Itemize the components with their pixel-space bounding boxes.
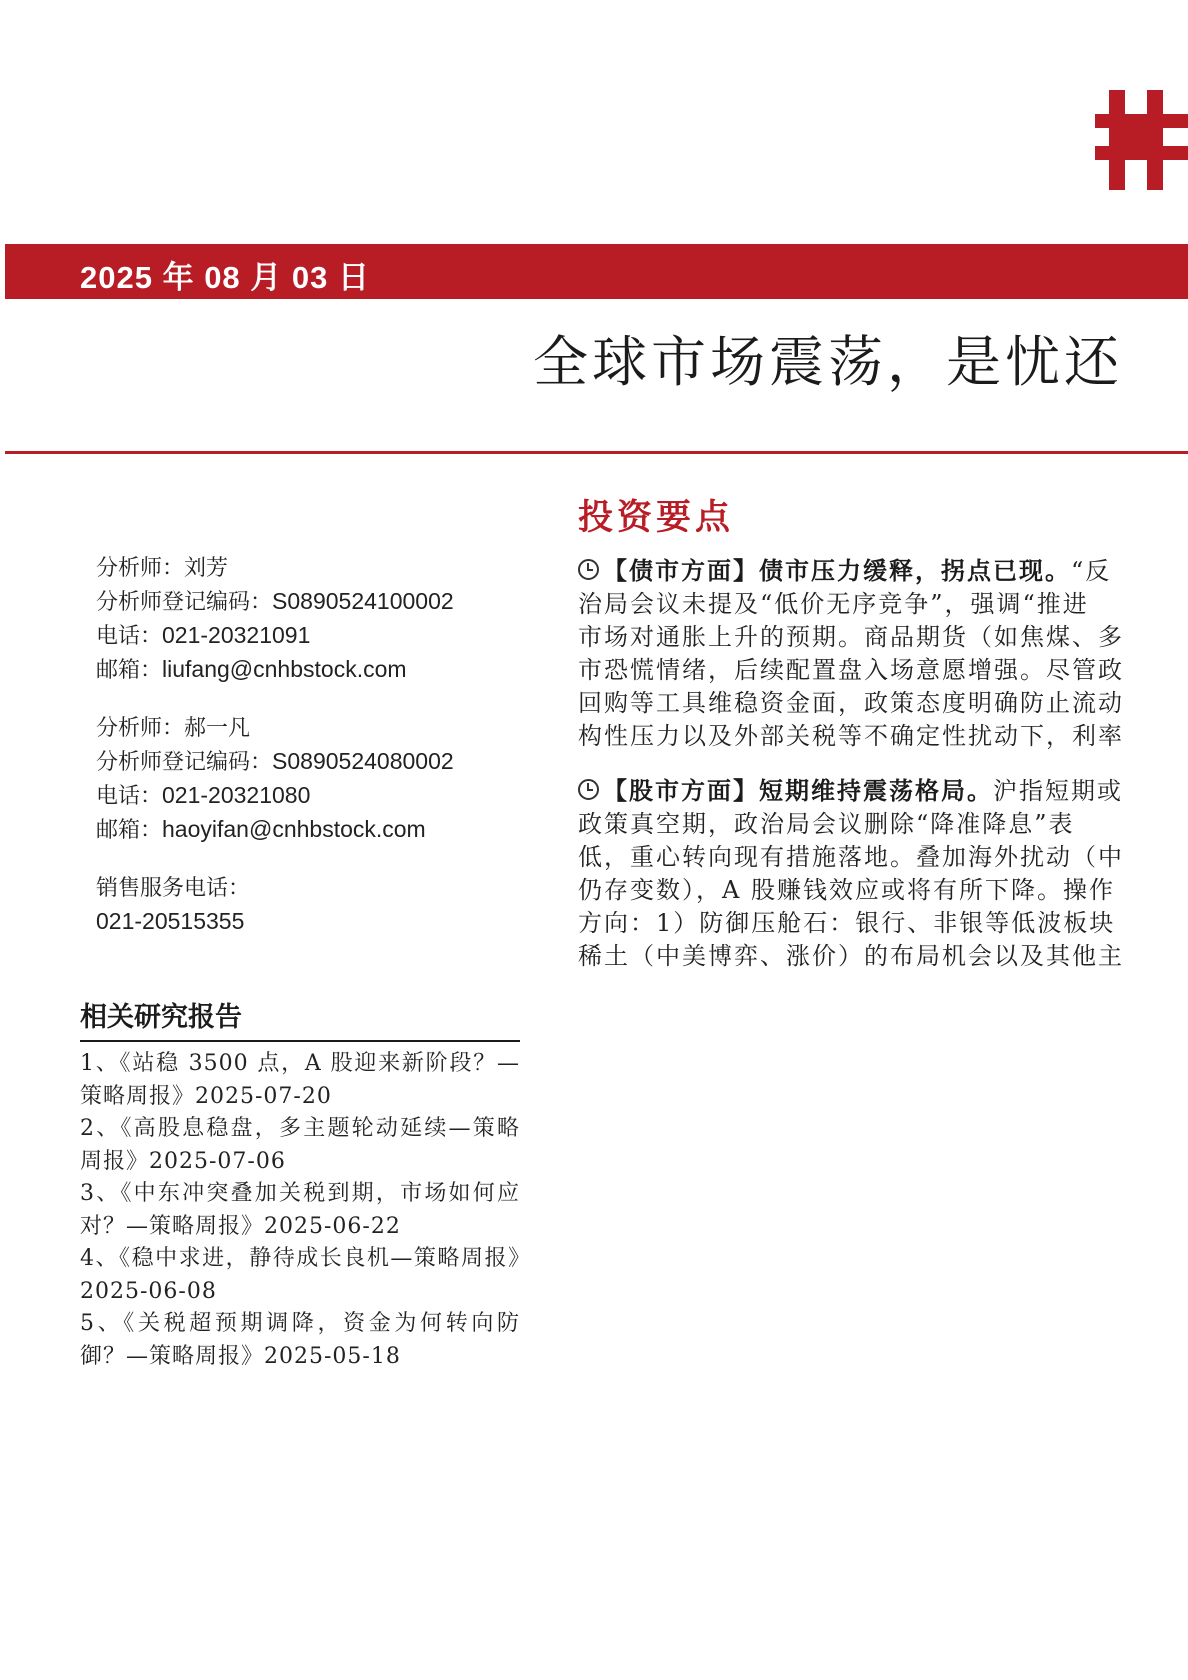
related-report-item[interactable]: 5、《关税超预期调降，资金为何转向防御？—策略周报》2025-05-18 xyxy=(80,1311,520,1369)
stock-market-paragraph xyxy=(578,774,1188,973)
reg-label: 分析师登记编码： xyxy=(96,750,273,775)
stock-lead-rest: 沪指短期或 xyxy=(993,777,1123,805)
analyst-email-row xyxy=(96,813,526,847)
bond-lead-rest: “反 xyxy=(1071,557,1112,585)
analyst-name: 分析师：刘芳 xyxy=(96,556,229,581)
paragraph-line: 方向：1）防御压舱石：银行、非银等低波板块 xyxy=(578,909,1116,937)
paragraph-line: 回购等工具维稳资金面，政策态度明确防止流动 xyxy=(578,689,1124,717)
bond-market-paragraph xyxy=(578,554,1188,753)
analyst-sidebar xyxy=(96,552,526,938)
analyst-card xyxy=(96,552,526,687)
analyst-reg-row xyxy=(96,745,526,779)
bond-lead: 【债市方面】债市压力缓释，拐点已现。 xyxy=(603,556,1071,585)
sales-contact xyxy=(96,872,526,938)
related-report-item[interactable]: 1、《站稳 3500 点，A 股迎来新阶段？—策略周报》2025-07-20 xyxy=(80,1051,520,1109)
sales-label: 销售服务电话： xyxy=(96,876,251,901)
stock-lead: 【股市方面】短期维持震荡格局。 xyxy=(603,776,993,805)
report-date: 2025 年 08 月 03 日 xyxy=(80,260,370,295)
phone-number: 021-20321080 xyxy=(162,782,311,808)
related-report-item[interactable]: 3、《中东冲突叠加关税到期，市场如何应对？—策略周报》2025-06-22 xyxy=(80,1181,520,1239)
related-report-item[interactable]: 4、《稳中求进，静待成长良机—策略周报》2025-06-08 xyxy=(80,1246,520,1304)
paragraph-line: 构性压力以及外部关税等不确定性扰动下，利率 xyxy=(578,722,1124,750)
analyst-phone-row xyxy=(96,619,526,653)
key-points-heading: 投资要点 xyxy=(578,497,735,538)
related-report-item[interactable]: 2、《高股息稳盘，多主题轮动延续—策略周报》2025-07-06 xyxy=(80,1116,520,1174)
paragraph-line xyxy=(578,774,1188,808)
paragraph-line: 低，重心转向现有措施落地。叠加海外扰动（中 xyxy=(578,843,1124,871)
phone-label: 电话： xyxy=(96,784,163,809)
key-points xyxy=(578,490,1188,994)
clock-bullet-icon xyxy=(578,779,599,800)
paragraph-line: 治局会议未提及“低价无序竞争”，强调“推进 xyxy=(578,590,1089,618)
phone-label: 电话： xyxy=(96,624,163,649)
related-reports-heading: 相关研究报告 xyxy=(80,995,520,1042)
date-banner xyxy=(5,244,1188,299)
phone-number: 021-20321091 xyxy=(162,622,311,648)
analyst-card xyxy=(96,712,526,847)
analyst-phone-row xyxy=(96,779,526,813)
paragraph-line: 仍存变数），A 股赚钱效应或将有所下降。操作 xyxy=(578,876,1115,904)
reg-label: 分析师登记编码： xyxy=(96,590,273,615)
paragraph-line: 市场对通胀上升的预期。商品期货（如焦煤、多 xyxy=(578,623,1124,651)
reg-number: S0890524100002 xyxy=(272,588,454,614)
analyst-name: 分析师：郝一凡 xyxy=(96,716,251,741)
related-reports xyxy=(80,995,520,1373)
clock-bullet-icon xyxy=(578,559,599,580)
header-divider xyxy=(5,451,1188,454)
reg-number: S0890524080002 xyxy=(272,748,454,774)
paragraph-line xyxy=(578,554,1188,588)
company-logo xyxy=(1095,84,1188,194)
paragraph-line: 稀土（中美博弈、涨价）的布局机会以及其他主 xyxy=(578,942,1124,970)
email-label: 邮箱： xyxy=(96,818,163,843)
email-link[interactable]: liufang@cnhbstock.com xyxy=(162,656,407,682)
analyst-reg-row xyxy=(96,585,526,619)
related-reports-list xyxy=(80,1048,520,1373)
sales-phone: 021-20515355 xyxy=(96,908,245,934)
paragraph-line: 市恐慌情绪，后续配置盘入场意愿增强。尽管政 xyxy=(578,656,1124,684)
report-title: 全球市场震荡，是忧还 xyxy=(533,330,1124,394)
email-link[interactable]: haoyifan@cnhbstock.com xyxy=(162,816,426,842)
paragraph-line: 政策真空期，政治局会议删除“降准降息”表 xyxy=(578,810,1075,838)
analyst-email-row xyxy=(96,653,526,687)
email-label: 邮箱： xyxy=(96,658,163,683)
